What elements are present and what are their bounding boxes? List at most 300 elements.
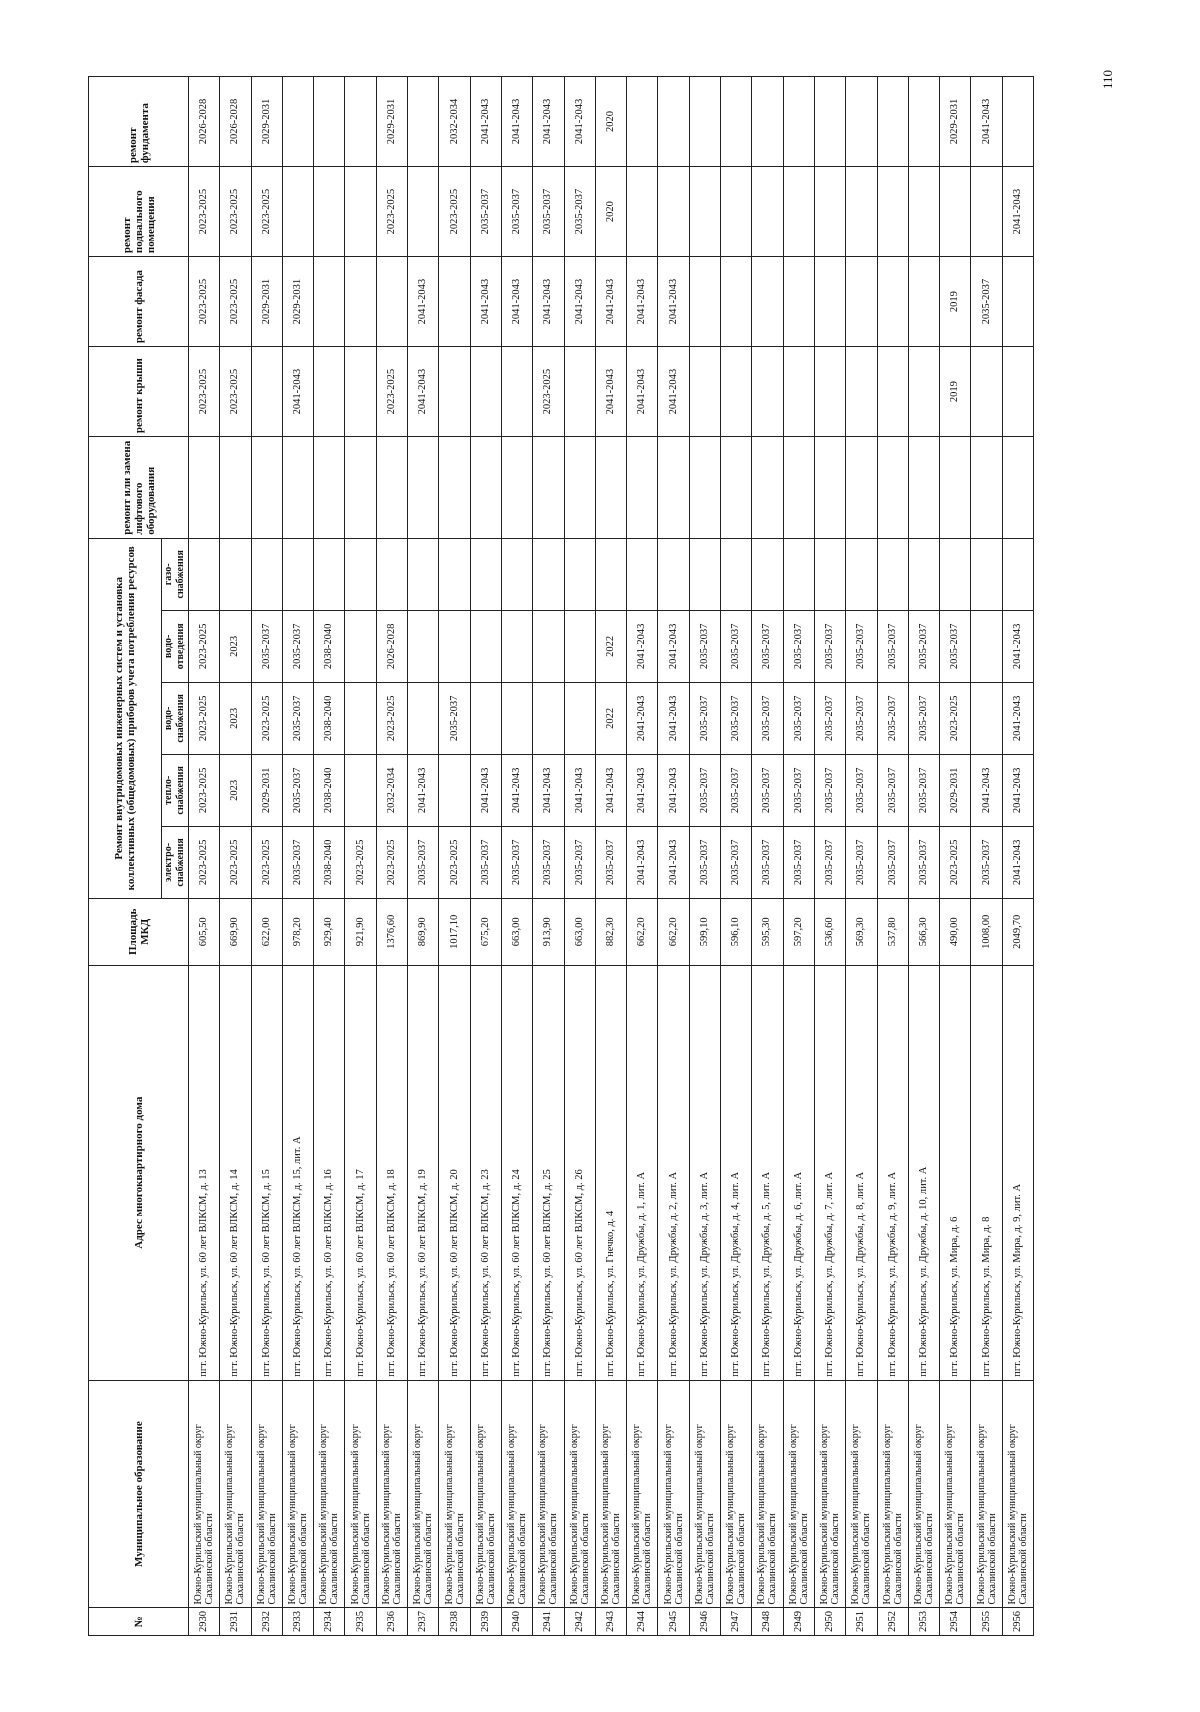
row-gas xyxy=(877,538,908,610)
row-water-supply: 2041-2043 xyxy=(658,682,689,754)
row-sewerage: 2035-2037 xyxy=(846,610,877,682)
header-water-supply: водо-снабжения xyxy=(162,682,189,754)
row-municipality: Южно-Курильский муниципальный округ Сахалинской области xyxy=(940,1380,971,1608)
row-electricity: 2023-2025 xyxy=(439,826,470,898)
table-row xyxy=(251,77,282,1636)
row-sewerage xyxy=(971,610,1002,682)
row-foundation: 2029-2031 xyxy=(376,77,407,167)
row-sewerage: 2026-2028 xyxy=(376,610,407,682)
row-municipality: Южно-Курильский муниципальный округ Сахалинской области xyxy=(971,1380,1002,1608)
row-roof: 2041-2043 xyxy=(408,347,439,437)
row-heating: 2041-2043 xyxy=(595,754,626,826)
row-number: 2952 xyxy=(877,1608,908,1636)
row-municipality: Южно-Курильский муниципальный округ Сахалинской области xyxy=(658,1380,689,1608)
row-address: пгт. Южно-Курильск, ул. 60 лет ВЛКСМ, д. 18 xyxy=(376,965,407,1380)
table-row xyxy=(752,77,783,1636)
row-basement: 2023-2025 xyxy=(189,167,220,257)
row-water-supply: 2035-2037 xyxy=(908,682,939,754)
row-address: пгт. Южно-Курильск, ул. Дружбы, д. 10, лит. А xyxy=(908,965,939,1380)
row-area: 537,80 xyxy=(877,898,908,965)
row-municipality: Южно-Курильский муниципальный округ Сахалинской области xyxy=(470,1380,501,1608)
row-sewerage: 2035-2037 xyxy=(251,610,282,682)
table-row xyxy=(689,77,720,1636)
row-lift xyxy=(220,437,251,539)
row-gas xyxy=(814,538,845,610)
row-electricity: 2035-2037 xyxy=(595,826,626,898)
row-lift xyxy=(1002,437,1033,539)
row-heating: 2035-2037 xyxy=(814,754,845,826)
row-number: 2951 xyxy=(846,1608,877,1636)
row-heating: 2041-2043 xyxy=(627,754,658,826)
row-water-supply: 2023-2025 xyxy=(189,682,220,754)
row-water-supply xyxy=(470,682,501,754)
row-heating: 2023-2025 xyxy=(189,754,220,826)
row-heating: 2041-2043 xyxy=(408,754,439,826)
row-facade xyxy=(908,257,939,347)
header-municipality: Муниципальное образование xyxy=(89,1380,189,1608)
row-roof xyxy=(752,347,783,437)
row-heating: 2035-2037 xyxy=(846,754,877,826)
row-heating xyxy=(439,754,470,826)
row-sewerage: 2035-2037 xyxy=(721,610,752,682)
repair-schedule-table xyxy=(88,76,1034,1636)
row-heating: 2035-2037 xyxy=(783,754,814,826)
row-gas xyxy=(282,538,313,610)
row-facade: 2041-2043 xyxy=(408,257,439,347)
row-municipality: Южно-Курильский муниципальный округ Сахалинской области xyxy=(220,1380,251,1608)
row-basement: 2035-2037 xyxy=(533,167,564,257)
row-foundation: 2026-2028 xyxy=(189,77,220,167)
row-electricity: 2035-2037 xyxy=(408,826,439,898)
row-lift xyxy=(940,437,971,539)
row-roof: 2023-2025 xyxy=(220,347,251,437)
row-number: 2944 xyxy=(627,1608,658,1636)
row-basement xyxy=(314,167,345,257)
row-gas xyxy=(439,538,470,610)
row-number: 2939 xyxy=(470,1608,501,1636)
table-row xyxy=(1002,77,1033,1636)
row-sewerage: 2035-2037 xyxy=(783,610,814,682)
row-electricity: 2035-2037 xyxy=(282,826,313,898)
row-area: 1008,00 xyxy=(971,898,1002,965)
row-facade: 2041-2043 xyxy=(470,257,501,347)
row-roof xyxy=(846,347,877,437)
row-electricity: 2035-2037 xyxy=(814,826,845,898)
header-electricity: электро-снабжения xyxy=(162,826,189,898)
row-municipality: Южно-Курильский муниципальный округ Сахалинской области xyxy=(627,1380,658,1608)
row-sewerage xyxy=(408,610,439,682)
row-lift xyxy=(814,437,845,539)
row-address: пгт. Южно-Курильск, ул. Дружбы, д. 8, лит. А xyxy=(846,965,877,1380)
row-municipality: Южно-Курильский муниципальный округ Сахалинской области xyxy=(752,1380,783,1608)
row-municipality: Южно-Курильский муниципальный округ Сахалинской области xyxy=(439,1380,470,1608)
row-area: 662,20 xyxy=(658,898,689,965)
row-basement: 2035-2037 xyxy=(564,167,595,257)
row-area: 1017,10 xyxy=(439,898,470,965)
row-gas xyxy=(408,538,439,610)
row-roof xyxy=(251,347,282,437)
row-water-supply xyxy=(345,682,376,754)
row-municipality: Южно-Курильский муниципальный округ Сахалинской области xyxy=(189,1380,220,1608)
row-roof: 2023-2025 xyxy=(189,347,220,437)
header-foundation: ремонт фундамента xyxy=(89,77,189,167)
row-electricity: 2035-2037 xyxy=(783,826,814,898)
row-gas xyxy=(595,538,626,610)
row-roof: 2041-2043 xyxy=(595,347,626,437)
page-number: 110 xyxy=(1100,69,1115,89)
row-municipality: Южно-Курильский муниципальный округ Сахалинской области xyxy=(314,1380,345,1608)
row-roof: 2041-2043 xyxy=(658,347,689,437)
row-heating: 2035-2037 xyxy=(689,754,720,826)
row-roof xyxy=(877,347,908,437)
row-water-supply: 2035-2037 xyxy=(721,682,752,754)
row-municipality: Южно-Курильский муниципальный округ Сахалинской области xyxy=(345,1380,376,1608)
row-area: 569,30 xyxy=(846,898,877,965)
table-row xyxy=(314,77,345,1636)
row-gas xyxy=(846,538,877,610)
row-roof xyxy=(689,347,720,437)
row-area: 913,90 xyxy=(533,898,564,965)
row-lift xyxy=(877,437,908,539)
row-number: 2953 xyxy=(908,1608,939,1636)
row-area: 929,40 xyxy=(314,898,345,965)
row-address: пгт. Южно-Курильск, ул. Дружбы, д. 7, лит. А xyxy=(814,965,845,1380)
row-number: 2942 xyxy=(564,1608,595,1636)
table-row xyxy=(971,77,1002,1636)
row-address: пгт. Южно-Курильск, ул. 60 лет ВЛКСМ, д. 15 xyxy=(251,965,282,1380)
row-address: пгт. Южно-Курильск, ул. 60 лет ВЛКСМ, д. 13 xyxy=(189,965,220,1380)
row-foundation xyxy=(721,77,752,167)
row-area: 921,90 xyxy=(345,898,376,965)
row-lift xyxy=(908,437,939,539)
row-facade xyxy=(689,257,720,347)
row-electricity: 2035-2037 xyxy=(877,826,908,898)
row-address: пгт. Южно-Курильск, ул. Мира, д. 8 xyxy=(971,965,1002,1380)
row-foundation xyxy=(345,77,376,167)
row-lift xyxy=(470,437,501,539)
row-foundation: 2041-2043 xyxy=(564,77,595,167)
row-sewerage: 2041-2043 xyxy=(1002,610,1033,682)
row-sewerage: 2023 xyxy=(220,610,251,682)
row-address: пгт. Южно-Курильск, ул. 60 лет ВЛКСМ, д. 15, лит. А xyxy=(282,965,313,1380)
row-electricity: 2023-2025 xyxy=(345,826,376,898)
row-sewerage: 2035-2037 xyxy=(940,610,971,682)
row-lift xyxy=(689,437,720,539)
row-gas xyxy=(376,538,407,610)
header-number: № xyxy=(89,1608,189,1636)
row-electricity: 2035-2037 xyxy=(908,826,939,898)
row-address: пгт. Южно-Курильск, ул. Дружбы, д. 2, лит. А xyxy=(658,965,689,1380)
row-water-supply: 2038-2040 xyxy=(314,682,345,754)
row-municipality: Южно-Курильский муниципальный округ Сахалинской области xyxy=(721,1380,752,1608)
row-water-supply: 2035-2037 xyxy=(846,682,877,754)
row-address: пгт. Южно-Курильск, ул. 60 лет ВЛКСМ, д. 17 xyxy=(345,965,376,1380)
row-water-supply: 2035-2037 xyxy=(877,682,908,754)
header-engineering-systems: Ремонт внутридомовых инженерных систем и установка коллективных (общедомовых) приборов учета потребления ресурсов xyxy=(89,538,162,898)
row-area: 663,00 xyxy=(564,898,595,965)
table-row xyxy=(783,77,814,1636)
row-water-supply: 2035-2037 xyxy=(752,682,783,754)
row-municipality: Южно-Курильский муниципальный округ Сахалинской области xyxy=(376,1380,407,1608)
row-lift xyxy=(282,437,313,539)
row-foundation xyxy=(877,77,908,167)
row-facade xyxy=(846,257,877,347)
row-facade xyxy=(877,257,908,347)
row-municipality: Южно-Курильский муниципальный округ Сахалинской области xyxy=(783,1380,814,1608)
row-area: 882,30 xyxy=(595,898,626,965)
row-facade: 2023-2025 xyxy=(189,257,220,347)
row-water-supply: 2041-2043 xyxy=(1002,682,1033,754)
row-basement xyxy=(908,167,939,257)
row-water-supply xyxy=(564,682,595,754)
row-lift xyxy=(752,437,783,539)
row-number: 2941 xyxy=(533,1608,564,1636)
row-number: 2940 xyxy=(501,1608,532,1636)
row-gas xyxy=(189,538,220,610)
table-row xyxy=(877,77,908,1636)
row-electricity: 2023-2025 xyxy=(940,826,971,898)
row-number: 2933 xyxy=(282,1608,313,1636)
row-foundation xyxy=(908,77,939,167)
row-water-supply xyxy=(408,682,439,754)
row-basement xyxy=(408,167,439,257)
row-lift xyxy=(501,437,532,539)
row-area: 663,00 xyxy=(501,898,532,965)
row-number: 2938 xyxy=(439,1608,470,1636)
row-sewerage: 2035-2037 xyxy=(877,610,908,682)
row-sewerage: 2035-2037 xyxy=(814,610,845,682)
row-address: пгт. Южно-Курильск, ул. Дружбы, д. 1, лит. А xyxy=(627,965,658,1380)
table-row xyxy=(501,77,532,1636)
row-heating: 2038-2040 xyxy=(314,754,345,826)
row-basement xyxy=(689,167,720,257)
row-area: 597,20 xyxy=(783,898,814,965)
row-address: пгт. Южно-Курильск, ул. 60 лет ВЛКСМ, д. 25 xyxy=(533,965,564,1380)
row-basement: 2035-2037 xyxy=(501,167,532,257)
header-basement: ремонт подвального помещения xyxy=(89,167,189,257)
row-area: 2049,70 xyxy=(1002,898,1033,965)
table-row xyxy=(564,77,595,1636)
row-water-supply: 2035-2037 xyxy=(439,682,470,754)
row-gas xyxy=(251,538,282,610)
row-basement xyxy=(877,167,908,257)
row-number: 2932 xyxy=(251,1608,282,1636)
row-number: 2937 xyxy=(408,1608,439,1636)
row-electricity: 2035-2037 xyxy=(564,826,595,898)
row-roof xyxy=(971,347,1002,437)
row-foundation xyxy=(282,77,313,167)
table-row xyxy=(376,77,407,1636)
row-foundation xyxy=(627,77,658,167)
row-foundation: 2026-2028 xyxy=(220,77,251,167)
row-foundation: 2032-2034 xyxy=(439,77,470,167)
row-electricity: 2041-2043 xyxy=(627,826,658,898)
row-municipality: Южно-Курильский муниципальный округ Сахалинской области xyxy=(814,1380,845,1608)
row-number: 2945 xyxy=(658,1608,689,1636)
row-sewerage: 2035-2037 xyxy=(908,610,939,682)
row-number: 2948 xyxy=(752,1608,783,1636)
row-lift xyxy=(595,437,626,539)
row-lift xyxy=(251,437,282,539)
row-foundation: 2041-2043 xyxy=(971,77,1002,167)
row-foundation: 2029-2031 xyxy=(251,77,282,167)
row-water-supply: 2023-2025 xyxy=(251,682,282,754)
row-lift xyxy=(721,437,752,539)
row-basement: 2023-2025 xyxy=(251,167,282,257)
row-area: 662,20 xyxy=(627,898,658,965)
row-electricity: 2035-2037 xyxy=(971,826,1002,898)
row-area: 536,60 xyxy=(814,898,845,965)
row-facade xyxy=(376,257,407,347)
row-roof xyxy=(345,347,376,437)
row-address: пгт. Южно-Курильск, ул. 60 лет ВЛКСМ, д. 16 xyxy=(314,965,345,1380)
row-address: пгт. Южно-Курильск, ул. Дружбы, д. 4, лит. А xyxy=(721,965,752,1380)
row-gas xyxy=(345,538,376,610)
row-water-supply: 2035-2037 xyxy=(814,682,845,754)
row-municipality: Южно-Курильский муниципальный округ Сахалинской области xyxy=(282,1380,313,1608)
row-sewerage xyxy=(470,610,501,682)
row-water-supply: 2023-2025 xyxy=(940,682,971,754)
row-foundation xyxy=(752,77,783,167)
row-roof xyxy=(908,347,939,437)
row-facade: 2029-2031 xyxy=(251,257,282,347)
row-number: 2943 xyxy=(595,1608,626,1636)
row-heating: 2041-2043 xyxy=(501,754,532,826)
row-heating: 2041-2043 xyxy=(1002,754,1033,826)
row-basement xyxy=(971,167,1002,257)
row-electricity: 2035-2037 xyxy=(752,826,783,898)
row-gas xyxy=(220,538,251,610)
row-address: пгт. Южно-Курильск, ул. Дружбы, д. 3, лит. А xyxy=(689,965,720,1380)
row-foundation xyxy=(814,77,845,167)
row-electricity: 2041-2043 xyxy=(658,826,689,898)
row-foundation: 2020 xyxy=(595,77,626,167)
header-sewerage: водо-отведения xyxy=(162,610,189,682)
row-gas xyxy=(501,538,532,610)
row-area: 599,10 xyxy=(689,898,720,965)
row-gas xyxy=(627,538,658,610)
row-sewerage: 2035-2037 xyxy=(689,610,720,682)
row-facade xyxy=(752,257,783,347)
row-facade: 2019 xyxy=(940,257,971,347)
row-foundation xyxy=(689,77,720,167)
row-area: 595,30 xyxy=(752,898,783,965)
row-number: 2949 xyxy=(783,1608,814,1636)
row-roof xyxy=(439,347,470,437)
row-basement: 2023-2025 xyxy=(220,167,251,257)
row-address: пгт. Южно-Курильск, ул. 60 лет ВЛКСМ, д. 23 xyxy=(470,965,501,1380)
row-heating: 2032-2034 xyxy=(376,754,407,826)
row-sewerage: 2022 xyxy=(595,610,626,682)
row-gas xyxy=(752,538,783,610)
table-row xyxy=(721,77,752,1636)
row-water-supply: 2035-2037 xyxy=(689,682,720,754)
row-lift xyxy=(971,437,1002,539)
row-roof: 2023-2025 xyxy=(533,347,564,437)
table-body xyxy=(189,77,1034,1636)
row-facade xyxy=(783,257,814,347)
row-sewerage xyxy=(501,610,532,682)
row-lift xyxy=(439,437,470,539)
row-electricity: 2023-2025 xyxy=(376,826,407,898)
row-electricity: 2035-2037 xyxy=(470,826,501,898)
row-foundation: 2041-2043 xyxy=(533,77,564,167)
row-foundation xyxy=(658,77,689,167)
row-lift xyxy=(627,437,658,539)
row-facade xyxy=(345,257,376,347)
row-foundation xyxy=(846,77,877,167)
row-basement: 2041-2043 xyxy=(1002,167,1033,257)
row-municipality: Южно-Курильский муниципальный округ Сахалинской области xyxy=(877,1380,908,1608)
row-heating: 2035-2037 xyxy=(908,754,939,826)
row-foundation: 2041-2043 xyxy=(470,77,501,167)
row-number: 2935 xyxy=(345,1608,376,1636)
header-area: Площадь МКД xyxy=(89,898,189,965)
row-gas xyxy=(658,538,689,610)
row-water-supply: 2035-2037 xyxy=(783,682,814,754)
row-electricity: 2035-2037 xyxy=(689,826,720,898)
row-roof: 2019 xyxy=(940,347,971,437)
row-facade: 2041-2043 xyxy=(564,257,595,347)
row-facade: 2041-2043 xyxy=(595,257,626,347)
row-heating: 2041-2043 xyxy=(470,754,501,826)
row-heating: 2035-2037 xyxy=(721,754,752,826)
row-number: 2954 xyxy=(940,1608,971,1636)
row-heating: 2041-2043 xyxy=(658,754,689,826)
row-foundation xyxy=(1002,77,1033,167)
row-water-supply: 2035-2037 xyxy=(282,682,313,754)
row-roof xyxy=(564,347,595,437)
row-lift xyxy=(533,437,564,539)
row-heating: 2035-2037 xyxy=(282,754,313,826)
row-basement xyxy=(783,167,814,257)
table-row xyxy=(940,77,971,1636)
row-basement xyxy=(627,167,658,257)
row-basement: 2020 xyxy=(595,167,626,257)
row-address: пгт. Южно-Курильск, ул. 60 лет ВЛКСМ, д. 24 xyxy=(501,965,532,1380)
row-municipality: Южно-Курильский муниципальный округ Сахалинской области xyxy=(408,1380,439,1608)
row-foundation xyxy=(783,77,814,167)
row-facade xyxy=(1002,257,1033,347)
row-area: 869,90 xyxy=(408,898,439,965)
row-sewerage xyxy=(564,610,595,682)
row-lift xyxy=(189,437,220,539)
table-row xyxy=(814,77,845,1636)
row-address: пгт. Южно-Курильск, ул. 60 лет ВЛКСМ, д. 20 xyxy=(439,965,470,1380)
row-sewerage xyxy=(533,610,564,682)
table-row xyxy=(595,77,626,1636)
row-heating: 2029-2031 xyxy=(251,754,282,826)
row-municipality: Южно-Курильский муниципальный округ Сахалинской области xyxy=(501,1380,532,1608)
row-address: пгт. Южно-Курильск, ул. 60 лет ВЛКСМ, д. 19 xyxy=(408,965,439,1380)
row-basement xyxy=(814,167,845,257)
table-row xyxy=(439,77,470,1636)
table-row xyxy=(533,77,564,1636)
table-row xyxy=(846,77,877,1636)
row-gas xyxy=(940,538,971,610)
row-water-supply: 2023-2025 xyxy=(376,682,407,754)
row-electricity: 2038-2040 xyxy=(314,826,345,898)
row-basement xyxy=(752,167,783,257)
row-sewerage: 2038-2040 xyxy=(314,610,345,682)
row-roof: 2023-2025 xyxy=(376,347,407,437)
row-electricity: 2035-2037 xyxy=(846,826,877,898)
row-number: 2931 xyxy=(220,1608,251,1636)
row-sewerage: 2035-2037 xyxy=(752,610,783,682)
row-area: 675,20 xyxy=(470,898,501,965)
header-heating: тепло-снабжения xyxy=(162,754,189,826)
row-electricity: 2035-2037 xyxy=(721,826,752,898)
